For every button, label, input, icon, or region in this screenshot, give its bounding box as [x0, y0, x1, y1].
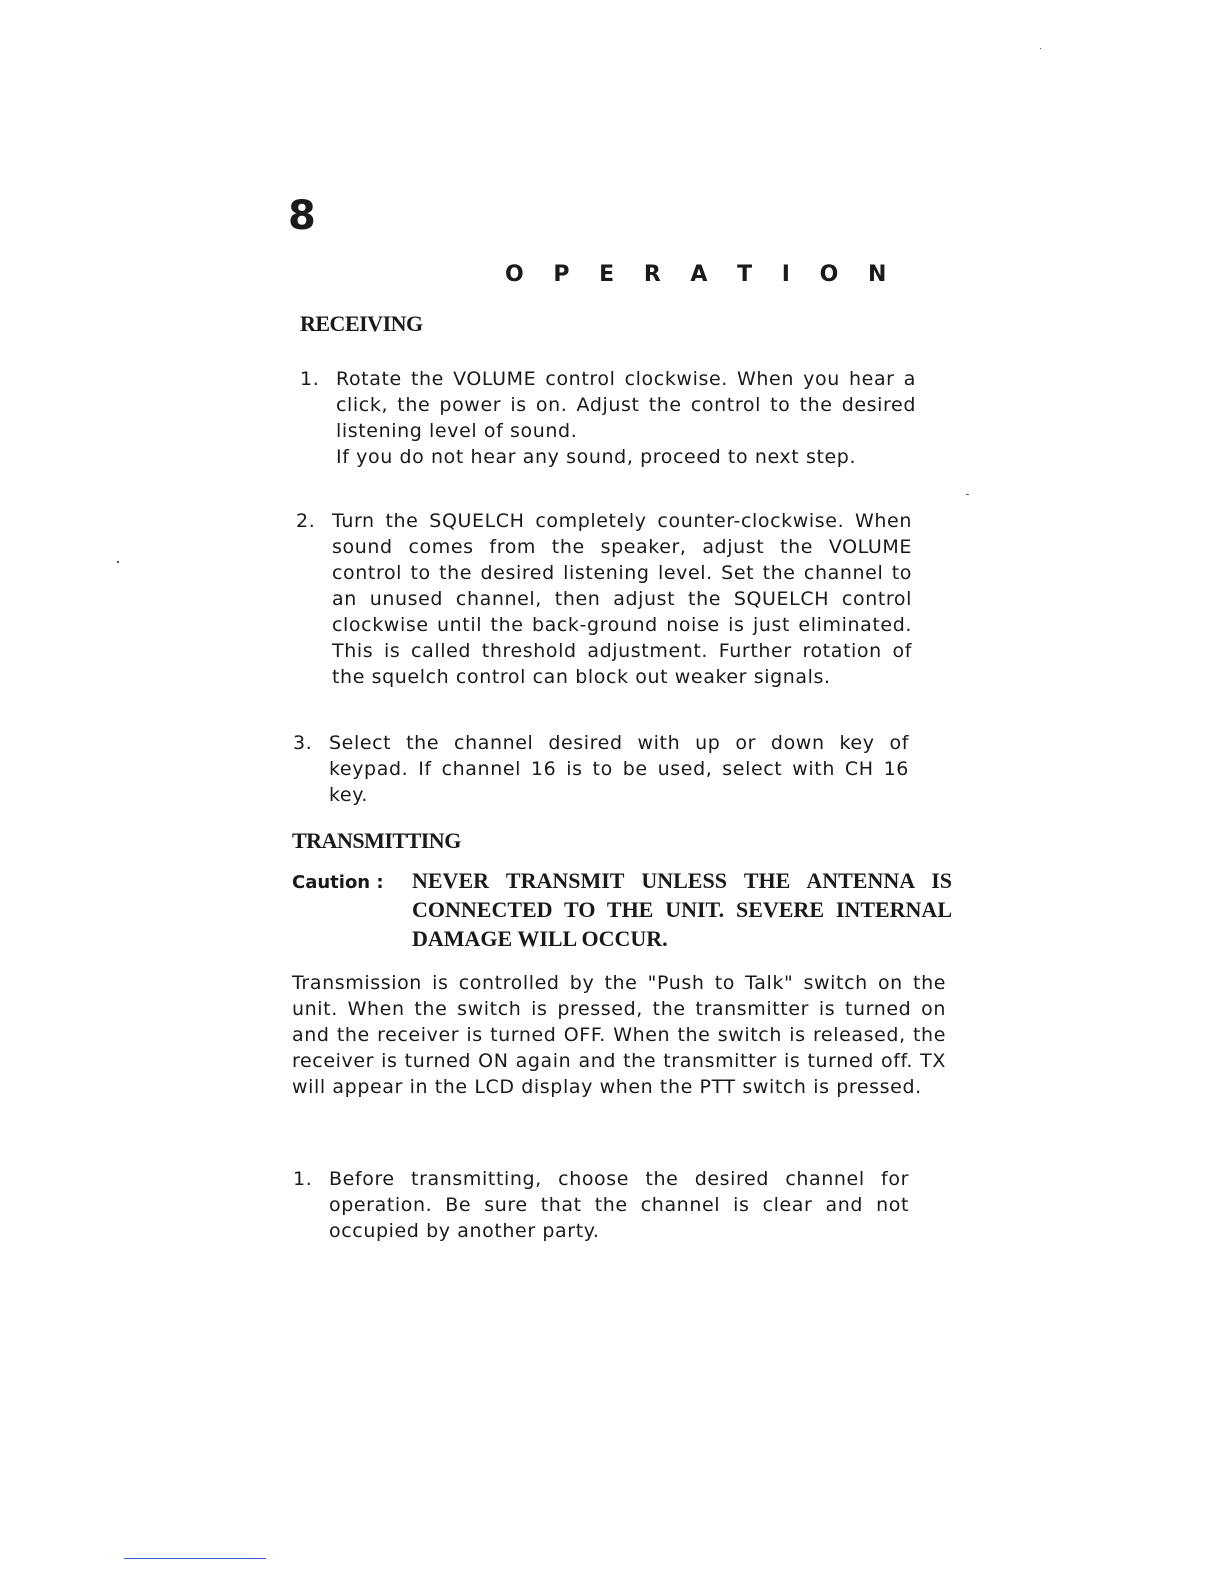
step-text-paragraph: If you do not hear any sound, proceed to next step. [336, 446, 857, 468]
scan-speck [117, 561, 119, 563]
step-text: Turn the SQUELCH completely counter-clockwise. When sound comes from the speaker, adjust the VOLUME control to the desired listening level. Set the channel to an unused channel, then adjust the SQUELCH control clockwise until the back-ground noise is just eliminated. This is called threshold adjustment. Further rotation of the squelch control can block out weaker signals. [332, 510, 912, 688]
caution-label: Caution : [292, 872, 384, 893]
scan-speck [966, 494, 969, 495]
step-text: Before transmitting, choose the desired channel for operation. Be sure that the channel is clear and not occupied by another party. [329, 1168, 909, 1242]
step-text: Select the channel desired with up or down key of keypad. If channel 16 is to be used, select with CH 16 key. [329, 732, 909, 806]
transmitting-heading: TRANSMITTING [292, 828, 461, 853]
page-number: 8 [288, 193, 316, 239]
step-number: 3. [293, 732, 313, 754]
step-number: 2. [296, 510, 316, 532]
section-title: O P E R A T I O N [505, 262, 898, 287]
receiving-heading: RECEIVING [300, 311, 423, 336]
step-number: 1. [293, 1168, 313, 1190]
bottom-rule [124, 1558, 266, 1559]
caution-text: NEVER TRANSMIT UNLESS THE ANTENNA IS CONNECTED TO THE UNIT. SEVERE INTERNAL DAMAGE WILL OCCUR. [412, 868, 952, 951]
transmission-paragraph: Transmission is controlled by the "Push to Talk" switch on the unit. When the switch is pressed, the transmitter is turned on and the receiver is turned OFF. When the switch is released, the receiver is turned ON again and the transmitter is turned off. TX will appear in the LCD display when the PTT switch is pressed. [292, 972, 946, 1098]
step-number: 1. [300, 368, 320, 390]
step-text-paragraph: Rotate the VOLUME control clockwise. When you hear a click, the power is on. Adjust the control to the desired listening level of sound. [336, 368, 916, 442]
scan-speck [1040, 48, 1041, 49]
step-text [336, 366, 916, 470]
